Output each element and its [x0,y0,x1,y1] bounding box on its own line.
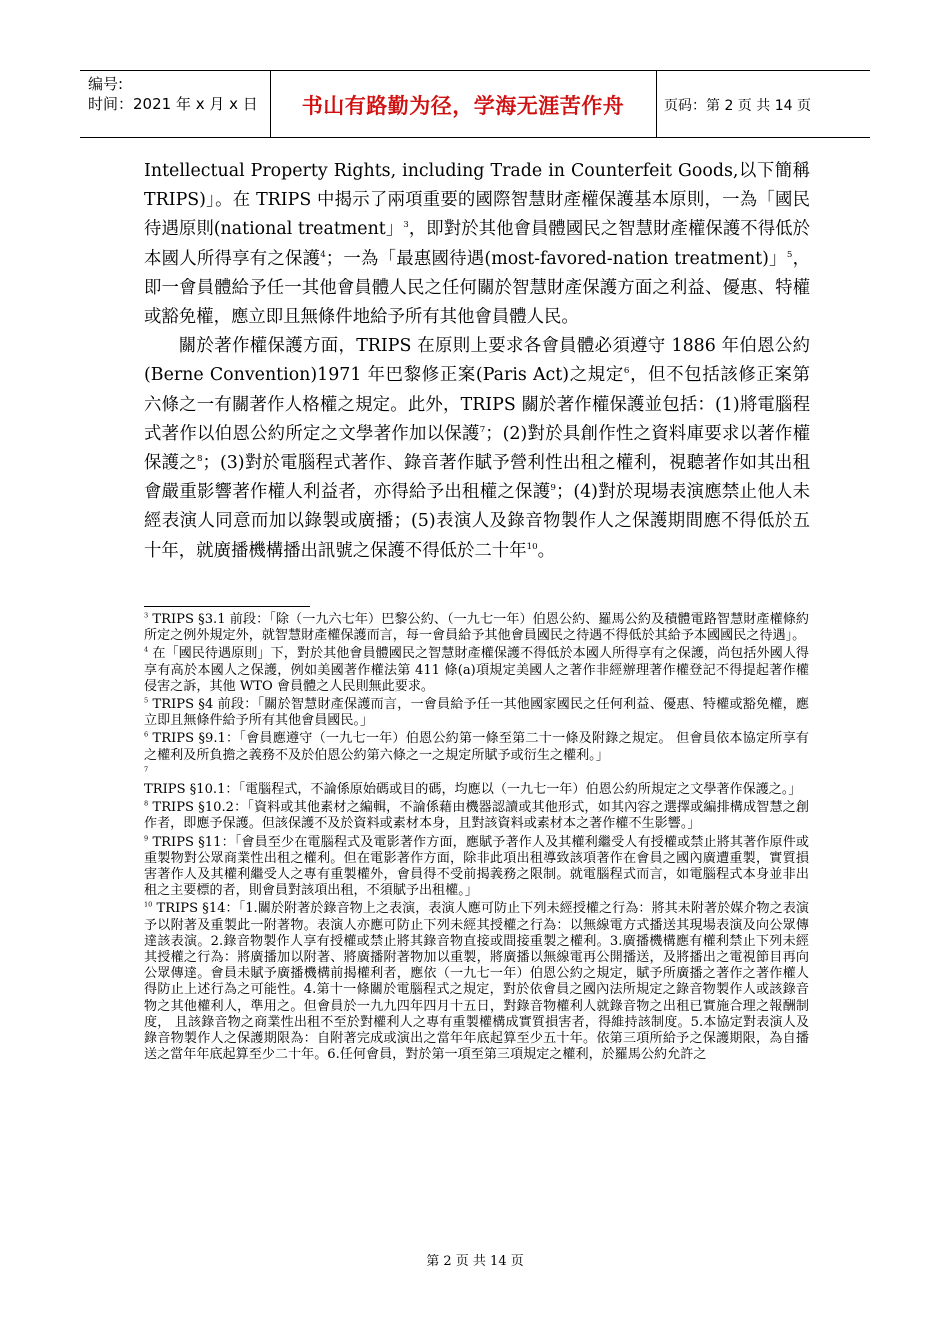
footnote-text: TRIPS §10.1：「電腦程式，不論係原始碼或目的碼，均應以（一九七一年）伯恩公約所規定之文學著作保護之。」 [144,782,802,798]
paragraph-text: ；(4)對於現場表演應禁止他人未經表演人同意而加以錄製或廣播；(5)表演人及錄音物製作人之保護期間應不得低於五十年，就廣播機構播出訊號之保護不得低於二十年 [144,482,810,561]
paragraph-text: Intellectual Property Rights, including Trade in Counterfeit Goods,以下簡稱TRIPS)」。在 TRIPS 中揭示了兩項重要的國際智慧財產權保護基本原則，一為「國民待遇原則(national treatment」 [144,161,810,240]
footnote-number: 5 [144,696,149,705]
document-number-label: 编号: [88,75,124,93]
footnote-number: 6 [144,731,149,740]
footnote-ref: 7 [479,425,486,436]
footnote-number: 4 [144,646,149,655]
paragraph-text: 。 [537,540,556,561]
footnote-separator [144,606,310,607]
footnote-text: TRIPS §9.1：「會員應遵守（一九七一年）伯恩公約第一條至第二十一條及附錄之規定。 但會員依本協定所享有之權利及所負擔之義務不及於伯恩公約第六條之一之規定所賦予或衍生之權利。」 [144,731,809,763]
footnote [144,697,809,729]
footnote-number: 8 [144,799,149,808]
footnote-ref: 10 [526,541,538,552]
footnote-number: 9 [144,834,149,843]
footnote-ref: 9 [550,483,556,494]
body-text [144,157,810,566]
footnote-ref: 8 [197,454,203,465]
header-bottom-rule [80,137,870,138]
header-divider [656,70,657,137]
paragraph-text: ；(2)對於具創作性之資料庫要求以著作權保護之 [144,423,810,474]
header-page-label: 页码：第 2 页 共 14 页 [664,98,811,114]
paragraph-text: ，即對於其他會員體國民之智慧財產權保護不得低於本國人所得享有之保護 [144,219,810,269]
footnote-text: TRIPS §4 前段：「關於智慧財產保護而言，一會員給予任一其他國家國民之任何利益、優惠、特權或豁免權，應立即且無條件給予所有其他會員國民。」 [144,697,809,729]
page-footer [0,1250,950,1269]
footnote [144,835,809,900]
footnote-number: 10 [144,901,153,910]
footnote-text: TRIPS §11：「會員至少在電腦程式及電影著作方面，應賦予著作人及其權利繼受人有授權或禁止將其著作原件或重製物對公眾商業性出租之權利。但在電影著作方面，除非此項出租導致該項著作在會員之國內廣遭重製，實質損害著作人及其權利繼受人之專有重製權外，會員得不受前揭義務之限制。就電腦程式而言，如電腦程式本身並非出租之主要標的者，則會員對該項出租，不須賦予出租權。」 [144,834,809,899]
footnote-text: 在「國民待遇原則」下，對於其他會員體國民之智慧財產權保護不得低於本國人所得享有之保護，尚包括外國人得享有高於本國人之保護，例如美國著作權法第 411 條(a)項規定美國人之著作非經辦理著作權登記不得提起著作權侵害之訴，其他 WTO 會員體之人民則無此要求。 [144,646,809,694]
header-top-rule [80,70,870,71]
footnote [144,766,809,798]
paragraph [144,157,810,332]
footnote [144,901,809,1063]
paragraph-text: ，但不包括該修正案第六條之一有關著作人格權之規定。此外，TRIPS 關於著作權保護並包括：(1)將電腦程式著作以伯恩公約所定之文學著作加以保護 [144,365,810,444]
paragraph-text: ，即一會員體給予任一其他會員體人民之任何關於智慧財產保護方面之利益、優惠、特權或豁免權，應立即且無條件地給予所有其他會員體人民。 [144,248,810,328]
footnote [144,612,809,644]
footnotes [144,612,809,1065]
paragraph-text: ；一為「最惠國待遇(most-favored-nation treatment)」 [325,248,787,269]
footnote-text: TRIPS §10.2：「資料或其他素材之編輯，不論係藉由機器認讀或其他形式，如其內容之選擇或編排構成智慧之創作者，即應予保護。但該保護不及於資料或素材本身，且對該資料或素材本之著作權不生影響。」 [144,800,809,832]
footnote-ref: 3 [403,220,409,231]
footnote [144,800,809,832]
footnote-ref: 6 [623,366,630,377]
header-page-number [664,95,811,115]
footnote-text: TRIPS §3.1 前段：「除（一九六七年）巴黎公約、（一九七一年）伯恩公約、羅馬公約及積體電路智慧財產權條約所定之例外規定外，就智慧財產權保護而言，每一會員給予其他會員國民之待遇不得低於其給予本國國民之待遇」。 [144,612,809,644]
paragraph [144,332,810,566]
footnote-text: TRIPS §14：「1.關於附著於錄音物上之表演，表演人應可防止下列未經授權之行為：將其未附著於媒介物之表演予以附著及重製此一附著物。表演人亦應可防止下列未經其授權之行為：以無線電方式播送其現場表演及向公眾傳達該表演。2.錄音物製作人享有授權或禁止將其錄音物直接或間接重製之權利。3.廣播機構應有權利禁止下列未經其授權之行為：將廣播加以附著、將廣播附著物加以重製，將廣播以無線電再公開播送，及將播出之電視節目再向公眾傳達。會員未賦予廣播機構前揭權利者，應依（一九七一年）伯恩公約之規定，賦予所廣播之著作之著作權人得防止上述行為之可能性。4.第十一條關於電腦程式之規定，對於依會員之國內法所規定之錄音物製作人或該錄音物之其他權利人，準用之。但會員於一九九四年四月十五日，對錄音物權利人就錄音物之出租已實施合理之報酬制度， 且該錄音物之商業性出租不至於對權利人之專有重製權構成實質損害者，得維持該制度。5.本協定對表演人及錄音物製作人之保護期限為：自附著完成或演出之當年年底起算至少五十年。依第三項所給予之保護期限，為自播送之當年年底起算至少二十年。6.任何會員，對於第一項至第三項規定之權利，於羅馬公約允許之 [144,901,809,1063]
paragraph-text: ；(3)對於電腦程式著作、錄音著作賦予營利性出租之權利，視聽著作如其出租會嚴重影響著作權人利益者，亦得給予出租權之保護 [144,453,810,503]
footnote-ref: 4 [320,249,326,260]
header-meta [88,74,258,114]
document-time-label: 时间：2021 年 x 月 x 日 [88,95,258,113]
header-motto: 书山有路勤为径，学海无涯苦作舟 [301,94,625,118]
footer-page-label: 第 2 页 共 14 页 [426,1254,524,1269]
footnote [144,646,809,695]
footnote [144,731,809,763]
footnote-number: 3 [144,611,149,620]
footnote-number: 7 [144,765,149,774]
footnote-ref: 5 [786,249,793,260]
paragraph-text: 關於著作權保護方面，TRIPS 在原則上要求各會員體必須遵守 1886 年伯恩公約(Berne Convention)1971 年巴黎修正案(Paris Act)之規定 [144,336,810,386]
